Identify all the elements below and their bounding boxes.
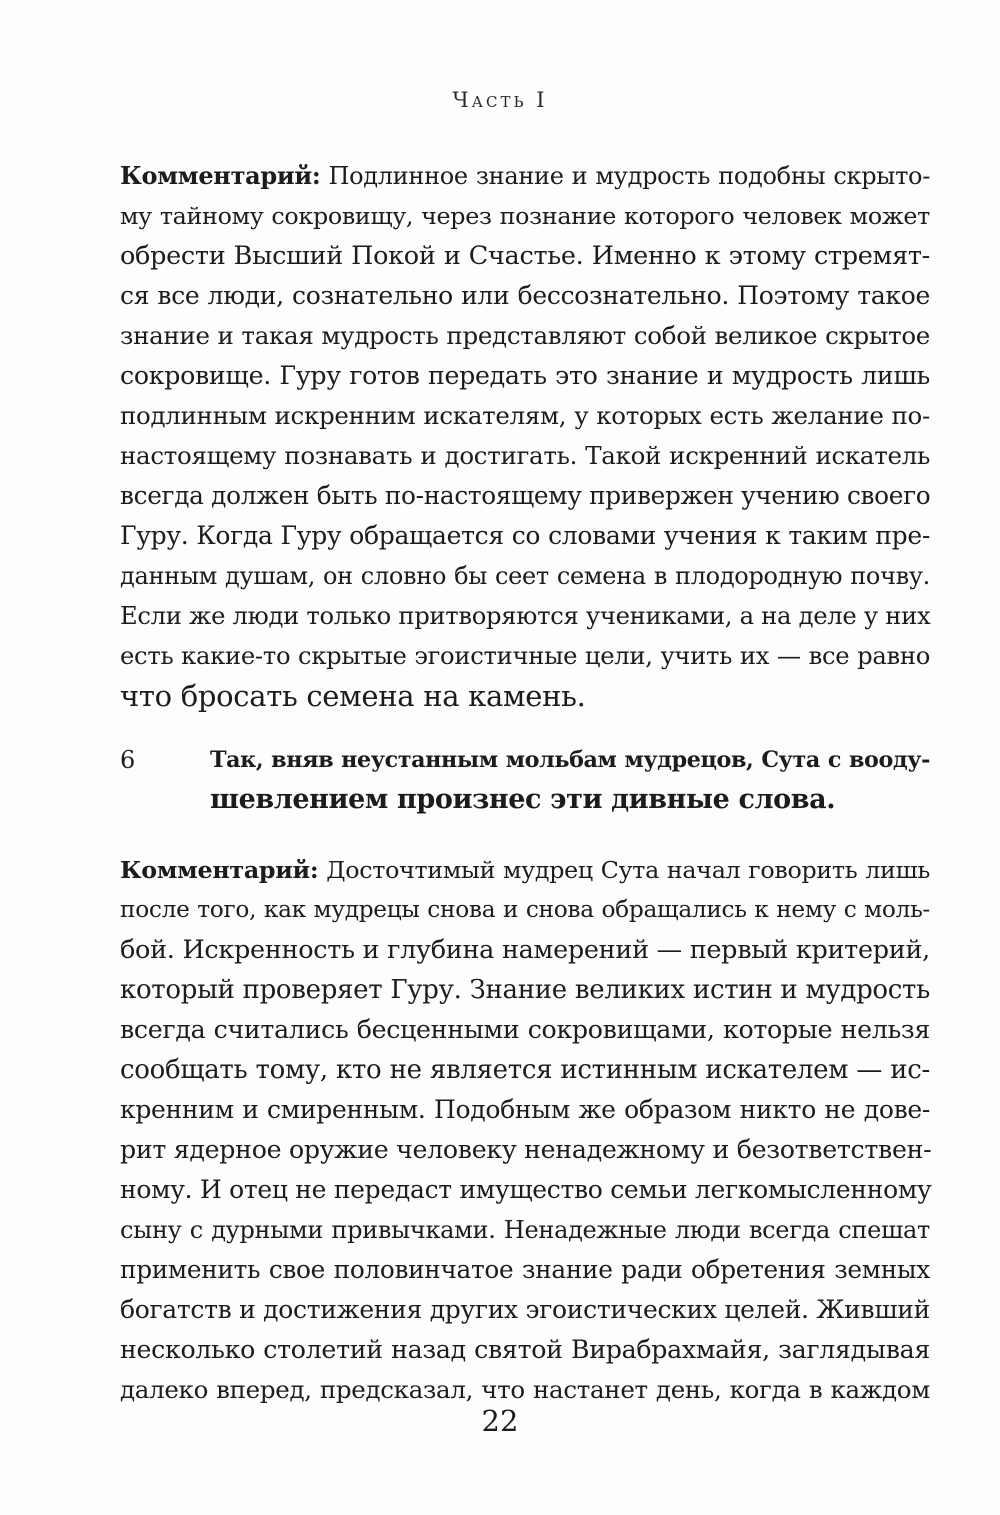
- comment1-line: подлинным искренним искателям, у которых есть желание по-: [120, 401, 930, 430]
- running-head: Часть I: [452, 88, 548, 112]
- comment1-first-line-text: Подлинное знание и мудрость подобны скрыто-: [328, 162, 930, 190]
- comment2-first-line-text: Досточтимый мудрец Сута начал говорить лишь: [326, 856, 930, 884]
- comment2-line: после того, как мудрецы снова и снова обращались к нему с моль-: [120, 896, 930, 923]
- verse-number: 6: [120, 746, 136, 774]
- comment1-line: данным душам, он словно бы сеет семена в плодородную почву.: [120, 562, 930, 590]
- comment2-line: который проверяет Гуру. Знание великих истин и мудрость: [120, 975, 930, 1005]
- comment1-line: Гуру. Когда Гуру обращается со словами учения к таким пре-: [120, 521, 930, 550]
- comment2-line: бой. Искренность и глубина намерений — первый критерий,: [120, 935, 930, 965]
- comment2-line: далеко вперед, предсказал, что настанет день, когда в каждом: [120, 1375, 930, 1404]
- comment2-line: богатств и достижения других эгоистических целей. Живший: [120, 1295, 930, 1324]
- comment-label: Комментарий:: [120, 856, 319, 884]
- comment1-line: что бросать семена на камень.: [120, 679, 586, 713]
- comment1-line: настоящему познавать и достигать. Такой искренний искатель: [120, 441, 930, 470]
- comment2-line: сыну с дурными привычками. Ненадежные люди всегда спешат: [120, 1216, 930, 1244]
- comment2-line: применить свое половинчатое знание ради обретения земных: [120, 1255, 930, 1284]
- comment2-line: сообщать тому, кто не является истинным искателем — ис-: [120, 1055, 930, 1085]
- comment1-line-0: [120, 156, 930, 196]
- comment1-line: сокровище. Гуру готов передать это знание и мудрость лишь: [120, 361, 930, 390]
- comment2-line: ному. И отец не передаст имущество семьи легкомысленному: [120, 1175, 932, 1204]
- comment-label: Комментарий:: [120, 161, 321, 190]
- comment1-line: есть какие-то скрытые эгоистичные цели, учить их — все равно: [120, 641, 930, 670]
- comment2-line: всегда считались бесценными сокровищами, которые нельзя: [120, 1015, 930, 1044]
- comment2-line-0: [120, 850, 930, 890]
- comment1-line: обрести Высший Покой и Счастье. Именно к этому стремят-: [120, 241, 930, 271]
- comment1-line: Если же люди только притворяются учениками, а на деле у них: [120, 601, 931, 630]
- comment1-line: знание и такая мудрость представляют собой великое скрытое: [120, 321, 930, 350]
- verse-line: шевлением произнес эти дивные слова.: [210, 784, 836, 815]
- comment2-line: несколько столетий назад святой Вирабрахмайя, заглядывая: [120, 1335, 930, 1364]
- comment2-line: рит ядерное оружие человеку ненадежному и безответствен-: [120, 1135, 932, 1164]
- comment1-line: му тайному сокровищу, через познание которого человек может: [120, 202, 930, 230]
- verse-line: Так, вняв неустанным мольбам мудрецов, Сута с вооду-: [210, 747, 930, 773]
- comment1-line: ся все люди, сознательно или бессознательно. Поэтому такое: [120, 281, 930, 310]
- comment1-line: всегда должен быть по-настоящему привержен учению своего: [120, 481, 931, 510]
- comment2-line: кренним и смиренным. Подобным же образом никто не дове-: [120, 1095, 930, 1124]
- page-number: 22: [481, 1404, 519, 1438]
